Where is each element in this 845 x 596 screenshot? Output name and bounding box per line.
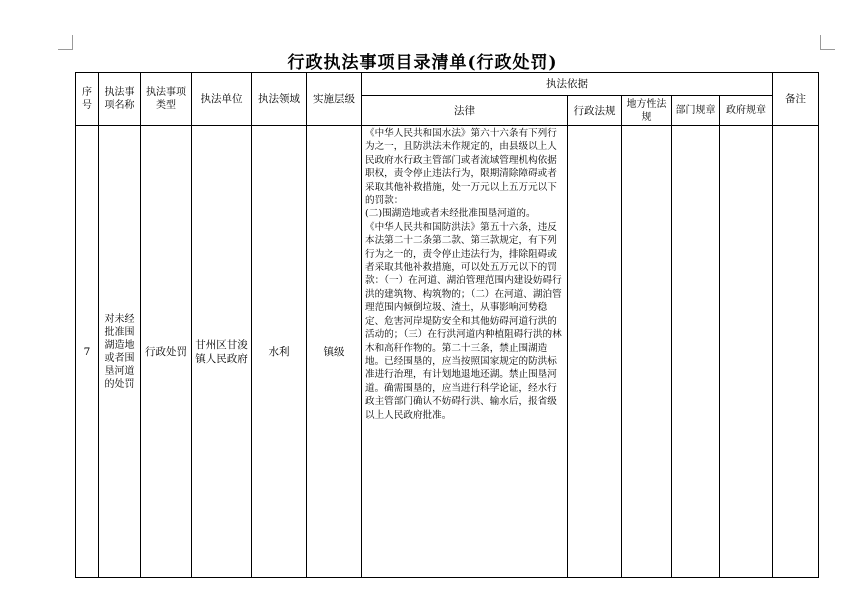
cell-gov-rule [720, 126, 773, 578]
header-gov-rule: 政府规章 [720, 96, 773, 126]
header-level: 实施层级 [307, 73, 362, 126]
cell-field: 水利 [252, 126, 307, 578]
cell-item-type: 行政处罚 [141, 126, 192, 578]
header-remark: 备注 [773, 73, 819, 126]
cell-item-name: 对未经批准围湖造地或者围垦河道的处罚 [99, 126, 141, 578]
cell-law [362, 126, 568, 578]
document-title: 行政执法事项目录清单(行政处罚) [287, 53, 558, 73]
header-basis: 执法依据 [362, 73, 773, 96]
header-local-reg: 地方性法规 [622, 96, 672, 126]
cell-remark [773, 126, 819, 578]
table-row [76, 126, 819, 578]
header-item-name: 执法事项名称 [99, 73, 141, 126]
header-admin-reg: 行政法规 [568, 96, 622, 126]
cell-seq: 7 [76, 126, 99, 578]
header-field: 执法领域 [252, 73, 307, 126]
enforcement-table [75, 72, 819, 578]
law-paragraph-water-law: 《中华人民共和国水法》第六十六条有下列行为之一，且防洪法未作规定的，由县级以上人民政府水行政主管部门或者流域管理机构依据职权，责令停止违法行为，限期清除障碍或者采取其他补救措施，处一万元以上五万元以下的罚款： [365, 128, 557, 207]
cell-admin-reg [568, 126, 622, 578]
cell-unit: 甘州区甘浚镇人民政府 [192, 126, 252, 578]
law-paragraph-flood-law: 《中华人民共和国防洪法》第五十六条，违反本法第二十二条第二款、第三款规定，有下列行为之一的，责令停止违法行为，排除阻碍或者采取其他补救措施，可以处五万元以下的罚款：（一）在河道、湖泊管理范围内建设妨碍行洪的建筑物、构筑物的；（二）在河道、湖泊管理范围内倾倒垃圾、渣土，从事影响河势稳定、危害河岸堤防安全和其他妨碍河道行洪的活动的；（三）在行洪河道内种植阻碍行洪的林木和高秆作物的。第二十三条，禁止围湖造地。已经围垦的，应当按照国家规定的防洪标准进行治理，有计划地退地还湖。禁止围垦河道。确需围垦的，应当进行科学论证，经水行政主管部门确认不妨碍行洪、输水后，报省级以上人民政府批准。 [365, 221, 562, 421]
header-law: 法律 [362, 96, 568, 126]
header-seq: 序号 [76, 73, 99, 126]
cell-level: 镇级 [307, 126, 362, 578]
header-dept-rule: 部门规章 [672, 96, 720, 126]
law-paragraph-item-two: (二)围湖造地或者未经批准围垦河道的。 [365, 208, 536, 220]
cell-dept-rule [672, 126, 720, 578]
header-row-1 [76, 73, 819, 96]
header-item-type: 执法事项类型 [141, 73, 192, 126]
cell-local-reg [622, 126, 672, 578]
header-unit: 执法单位 [192, 73, 252, 126]
